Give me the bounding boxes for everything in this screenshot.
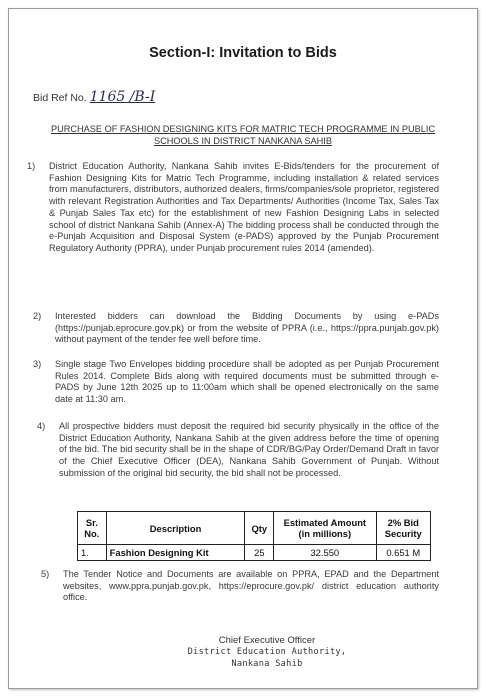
bid-table xyxy=(77,511,431,561)
document-page xyxy=(8,8,478,689)
table-header-row xyxy=(78,512,431,545)
subject-line-2: SCHOOLS IN DISTRICT NANKANA SAHIB xyxy=(153,136,332,146)
table-row xyxy=(78,545,431,561)
subject-heading xyxy=(29,123,457,147)
page-title: Section-I: Invitation to Bids xyxy=(149,45,337,61)
para-5-number: 5) xyxy=(41,569,50,579)
para-4: All prospective bidders must deposit the required bid security physically in the office of the District Education Authority, Nankana Sahib at the given address before the time of opening of the bid. The bid security shall be in the shape of CDR/BG/Pay Order/Demand Draft in favor of the Chief Executive Officer (DEA), Nankana Sahib Government of Punjab. Without submission of the original bid security, the bid shall not be processed. xyxy=(59,421,439,478)
header-sr-no: Sr. No. xyxy=(78,512,107,545)
header-bid-security: 2% Bid Security xyxy=(376,512,431,545)
para-3: Single stage Two Envelopes bidding procedure shall be adopted as per Punjab Procurement Rules 2014. Complete Bids along with required documents must be submitted through e-PADS by June 12th 2025 up to 11:00am which shall be opened electronically on the same date at 11:30 am. xyxy=(55,359,439,405)
bid-ref-label: Bid Ref No. xyxy=(33,92,87,104)
cell-description: Fashion Designing Kit xyxy=(106,545,245,561)
para-1-number: 1) xyxy=(27,161,36,171)
subject-line-1: PURCHASE OF FASHION DESIGNING KITS FOR MATRIC TECH PROGRAMME IN PUBLIC xyxy=(50,124,436,134)
cell-bid-security: 0.651 M xyxy=(376,545,431,561)
header-estimated-amount: Estimated Amount (in millions) xyxy=(274,512,376,545)
para-5: The Tender Notice and Documents are available on PPRA, EPAD and the Department websites, www.ppra.punjab.gov.pk, https://eprocure.gov.pk/ district education authority office. xyxy=(63,569,439,603)
bid-ref-handwritten: 1165 /B-I xyxy=(89,89,156,105)
signature-org: District Education Authority, xyxy=(187,647,347,657)
bid-ref xyxy=(33,89,155,105)
para-3-number: 3) xyxy=(33,359,42,369)
signature-title: Chief Executive Officer xyxy=(218,635,316,646)
para-1: District Education Authority, Nankana Sahib invites E-Bids/tenders for the procurement of Fashion Designing Kits for Matric Tech Programme, including installation & related services from manufacturers, distributors, authorized dealers, firms/companies/sole proprietor, registered with relevant Registration Authorities and Tax Departments/ Authorities (Income Tax, Sales Tax & Punjab Sales Tax etc) for the establishment of new Fashion Designing Labs in selected school of district Nankana Sahib (Annex-A) The bidding process shall be conducted through the e-Punjab Acquisition and Disposal System (e-PADS) approved by the Punjab Procurement Regulatory Authority (PPRA), under Punjab procurement rules 2014 (amended). xyxy=(49,161,439,253)
para-4-number: 4) xyxy=(37,421,46,431)
para-2-number: 2) xyxy=(33,311,42,321)
signature-place: Nankana Sahib xyxy=(231,659,303,669)
cell-qty: 25 xyxy=(245,545,274,561)
cell-estimated-amount: 32.550 xyxy=(274,545,376,561)
header-description: Description xyxy=(106,512,245,545)
cell-sr-no: 1. xyxy=(78,545,107,561)
para-2: Interested bidders can download the Bidding Documents by using e-PADs (https://punjab.eprocure.gov.pk) or from the website of PPRA (i.e., https://ppra.punjab.gov.pk) without payment of the tender fee well before time. xyxy=(55,311,439,345)
header-qty: Qty xyxy=(245,512,274,545)
